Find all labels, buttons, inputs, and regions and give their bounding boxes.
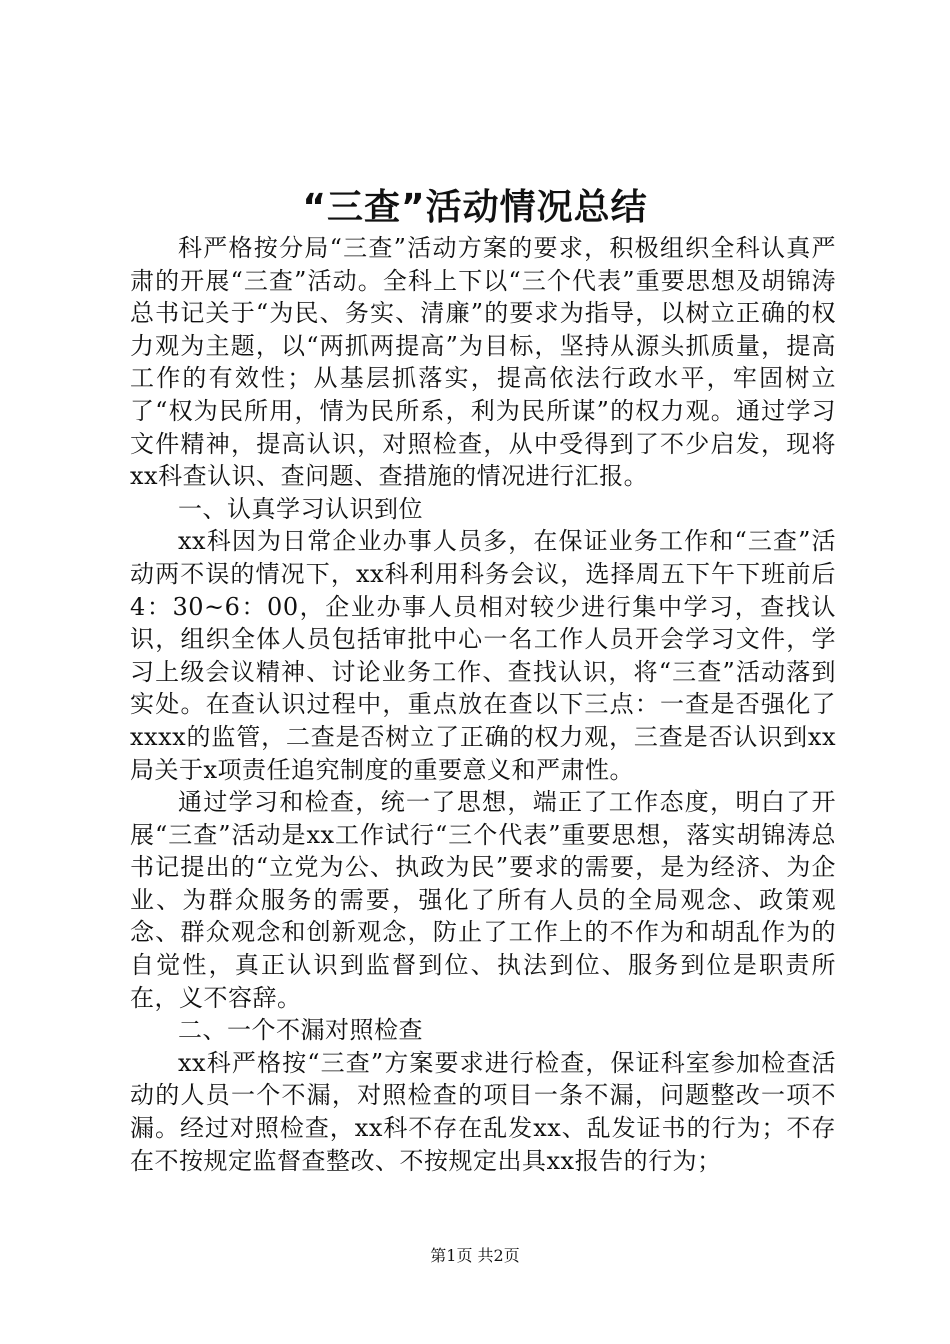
paragraph-intro: 科严格按分局“三查”活动方案的要求，积极组织全科认真严肃的开展“三查”活动。全科上下以“三个代表”重要思想及胡锦涛总书记关于“为民、务实、清廉”的要求为指导，以树立正确的权力观为主题，以“两抓两提高”为目标，坚持从源头抓质量，提高工作的有效性；从基层抓落实，提高依法行政水平，牢固树立了“权为民所用，情为民所系，利为民所谋”的权力观。通过学习文件精神，提高认识，对照检查，从中受得到了不少启发，现将xx科查认识、查问题、查措施的情况进行汇报。	[130, 234, 836, 491]
page-footer: 第1页 共2页	[430, 1246, 520, 1265]
section-heading-1: 一、认真学习认识到位	[178, 494, 423, 523]
paragraph-study: xx科因为日常企业办事人员多，在保证业务工作和“三查”活动两不误的情况下，xx科利用科务会议，选择周五下午下班前后4：30~6：00，企业办事人员相对较少进行集中学习，查找认识，组织全体人员包括审批中心一名工作人员开会学习文件，学习上级会议精神、讨论业务工作、查找认识，将“三查”活动落到实处。在查认识过程中，重点放在查以下三点：一查是否强化了xxxx的监管，二查是否树立了正确的权力观，三查是否认识到xx局关于x项责任追究制度的重要意义和严肃性。	[130, 527, 836, 784]
document-body	[130, 232, 836, 1177]
section-heading-2: 二、一个不漏对照检查	[178, 1016, 423, 1045]
paragraph-result: 通过学习和检查，统一了思想，端正了工作态度，明白了开展“三查”活动是xx工作试行“三个代表”重要思想，落实胡锦涛总书记提出的“立党为公、执政为民”要求的需要，是为经济、为企业、为群众服务的需要，强化了所有人员的全局观念、政策观念、群众观念和创新观念，防止了工作上的不作为和胡乱作为的自觉性，真正认识到监督到位、执法到位、服务到位是职责所在，义不容辞。	[130, 788, 836, 1012]
document-title: “三查”活动情况总结	[302, 187, 648, 228]
paragraph-check: xx科严格按“三查”方案要求进行检查，保证科室参加检查活动的人员一个不漏，对照检查的项目一条不漏，问题整改一项不漏。经过对照检查，xx科不存在乱发xx、乱发证书的行为；不存在不按规定监督查整改、不按规定出具xx报告的行为；	[130, 1048, 836, 1175]
